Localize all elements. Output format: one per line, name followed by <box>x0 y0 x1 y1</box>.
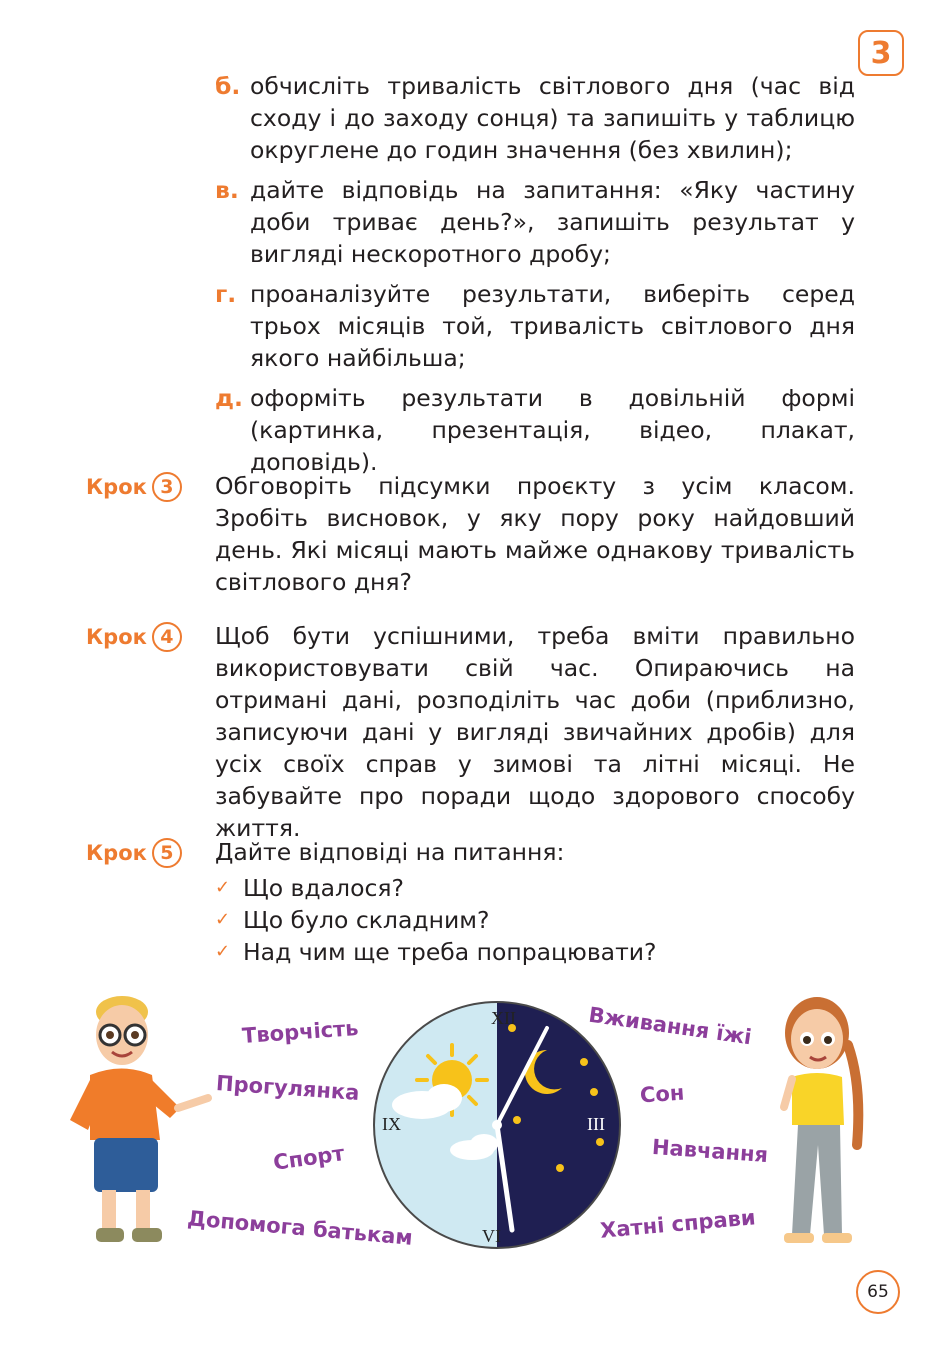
step-5-label <box>86 838 182 868</box>
activity-label: Спорт <box>271 1141 346 1175</box>
svg-text:III: III <box>587 1114 605 1134</box>
item-letter: г. <box>215 280 237 308</box>
list-item-d <box>215 382 855 478</box>
clock-numerals-day <box>382 1114 401 1134</box>
activity-label: Хатні справи <box>599 1205 757 1243</box>
question-item <box>215 872 657 904</box>
activity-label: Сон <box>639 1080 686 1108</box>
question-item <box>215 904 657 936</box>
question-text: Над чим ще треба попрацювати? <box>243 938 657 966</box>
list-item-b <box>215 70 855 166</box>
question-text: Що було складним? <box>243 906 490 934</box>
activity-label: Прогулянка <box>215 1071 361 1105</box>
item-text: дайте відповідь на запитання: «Яку частину доби триває день?», запишіть результат у вигляді нескоротного дробу; <box>250 176 855 268</box>
step-number: 4 <box>152 622 182 652</box>
step-word: Крок <box>86 841 147 865</box>
item-text: обчисліть тривалість світлового дня (час від сходу і до заходу сонця) та запишіть у таблицю округлене до годин значення (без хвилин); <box>250 72 855 164</box>
step-5-text: Дайте відповіді на питання: <box>215 838 565 866</box>
question-text: Що вдалося? <box>243 874 404 902</box>
svg-text:VI: VI <box>482 1226 501 1246</box>
step-word: Крок <box>86 625 147 649</box>
item-letter: в. <box>215 176 239 204</box>
day-night-clock <box>372 1000 622 1250</box>
activity-label: Творчість <box>241 1015 360 1049</box>
step-3-text: Обговоріть підсумки проєкту з усім класом. Зробіть висновок, у яку пору року найдовший день. Які місяці мають майже однакову тривалість світлового дня? <box>215 472 855 596</box>
activity-label: Навчання <box>651 1134 769 1168</box>
svg-text:XII: XII <box>491 1008 516 1028</box>
step-number: 3 <box>152 472 182 502</box>
item-text: проаналізуйте результати, виберіть серед трьох місяців той, тривалість світлового дня якого найбільша; <box>250 280 855 372</box>
girl-illustration <box>762 995 887 1253</box>
checkmark-icon: ✓ <box>215 941 231 962</box>
question-list <box>215 872 657 968</box>
step-word: Крок <box>86 475 147 499</box>
step-number: 5 <box>152 838 182 868</box>
activity-label: Допомога батькам <box>186 1206 414 1250</box>
chapter-badge: 3 <box>858 30 904 76</box>
svg-text:IX: IX <box>382 1114 401 1134</box>
step-3-label <box>86 472 182 502</box>
checkmark-icon: ✓ <box>215 877 231 898</box>
item-text: оформіть результати в довільній формі (картинка, презентація, відео, плакат, доповідь). <box>250 384 855 476</box>
step-4-text: Щоб бути успішними, треба вміти правильно використовувати свій час. Опираючись на отримані дані, розподіліть час доби (приблизно, записуючи дані у вигляді звичайних дробів) для усіх своїх справ у зимові та літні місяці. Не забувайте про поради щодо здорового способу життя. <box>215 622 855 842</box>
step-4-label <box>86 622 182 652</box>
list-item-v <box>215 174 855 270</box>
list-item-h <box>215 278 855 374</box>
checkmark-icon: ✓ <box>215 909 231 930</box>
clock-numerals-night <box>587 1114 605 1134</box>
item-letter: д. <box>215 384 243 412</box>
item-letter: б. <box>215 72 241 100</box>
question-item <box>215 936 657 968</box>
page-number: 65 <box>856 1270 900 1314</box>
activity-label: Вживання їжі <box>587 1002 754 1050</box>
